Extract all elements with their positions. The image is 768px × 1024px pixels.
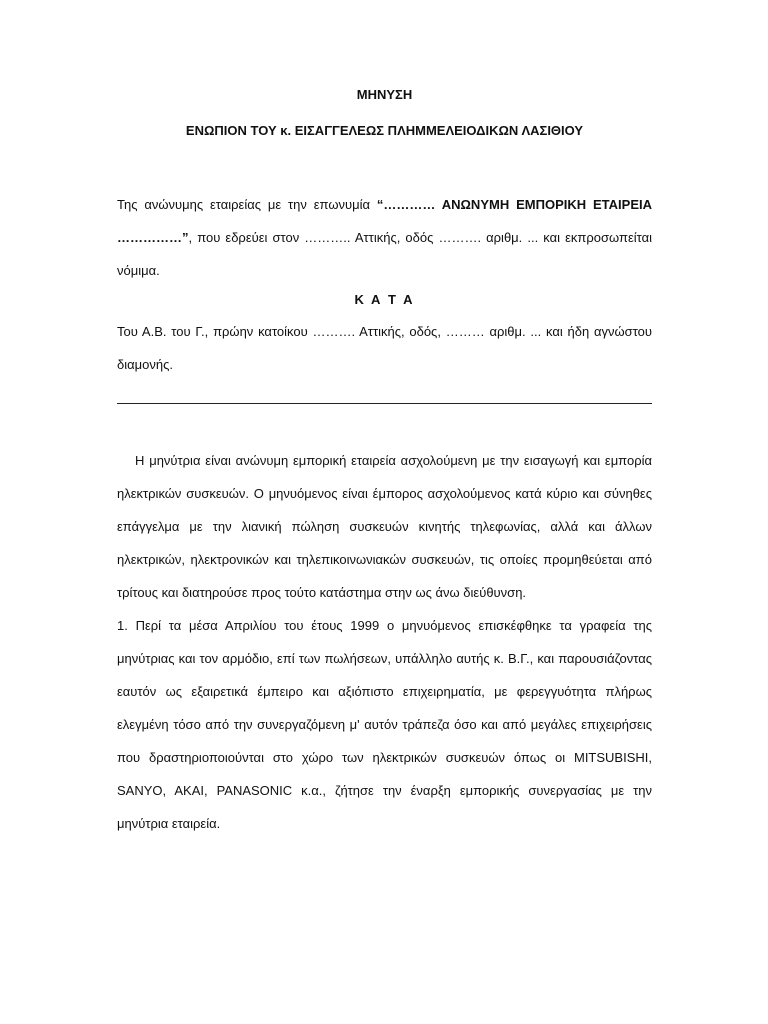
- body-paragraph-intro: Η μηνύτρια είναι ανώνυμη εμπορική εταιρεία ασχολούμενη με την εισαγωγή και εμπορία ηλεκτρικών συσκευών. Ο μηνυόμενος είναι έμπορος ασχολούμενος κατά κύριο και σύνηθες επάγγελμα με την λιανική πώληση συσκευών κινητής τηλεφωνίας, αλλά και άλλων ηλεκτρικών, ηλεκτρονικών και τηλεπικοινωνιακών συσκευών, τις οποίες προμηθεύεται από τρίτους και διατηρούσε προς τούτο κατάστημα στην ως άνω διεύθυνση.: [117, 453, 652, 600]
- body-text: [117, 444, 652, 840]
- document-subtitle: ΕΝΩΠΙΟΝ ΤΟΥ κ. ΕΙΣΑΓΓΕΛΕΩΣ ΠΛΗΜΜΕΛΕΙΟΔΙΚΩΝ ΛΑΣΙΘΙΟΥ: [185, 123, 584, 138]
- complainant-paragraph: [117, 188, 652, 287]
- complainant-prefix: Της ανώνυμης εταιρείας με την επωνυμία: [117, 197, 377, 212]
- horizontal-divider: [117, 403, 652, 404]
- complainant-suffix: , που εδρεύει στον ……….. Αττικής, οδός ………. αριθμ. ... και εκπροσωπείται νόμιμα.: [117, 230, 652, 278]
- document-title: ΜΗΝΥΣΗ: [356, 87, 413, 102]
- document-page: [117, 84, 652, 840]
- against-label: Κ Α Τ Α: [354, 292, 415, 307]
- complainant-company-name: “………… ΑΝΩΝΥΜΗ ΕΜΠΟΡΙΚΗ ΕΤΑΙΡΕΙΑ ……………”: [117, 197, 652, 245]
- defendant-paragraph: Του Α.Β. του Γ., πρώην κατοίκου ………. Αττικής, οδός, ……… αριθμ. ... και ήδη αγνώστου διαμονής.: [117, 324, 652, 372]
- body-paragraph-1: 1. Περί τα μέσα Απριλίου του έτους 1999 ο μηνυόμενος επισκέφθηκε τα γραφεία της μηνύτριας και τον αρμόδιο, επί των πωλήσεων, υπάλληλο αυτής κ. Β.Γ., και παρουσιάζοντας εαυτόν ως εξαιρετικά έμπειρο και αξιόπιστο επιχειρηματία, με φερεγγυότητα πλήρως ελεγμένη τόσο από την συνεργαζόμενη μ' αυτόν τράπεζα όσο και από μεγάλες επιχειρήσεις που δραστηριοποιούνται στο χώρο των ηλεκτρικών συσκευών όπως οι MITSUBISHI, SANYO, AKAI, PANASONIC κ.α., ζήτησε την έναρξη εμπορικής συνεργασίας με την μηνύτρια εταιρεία.: [117, 618, 652, 831]
